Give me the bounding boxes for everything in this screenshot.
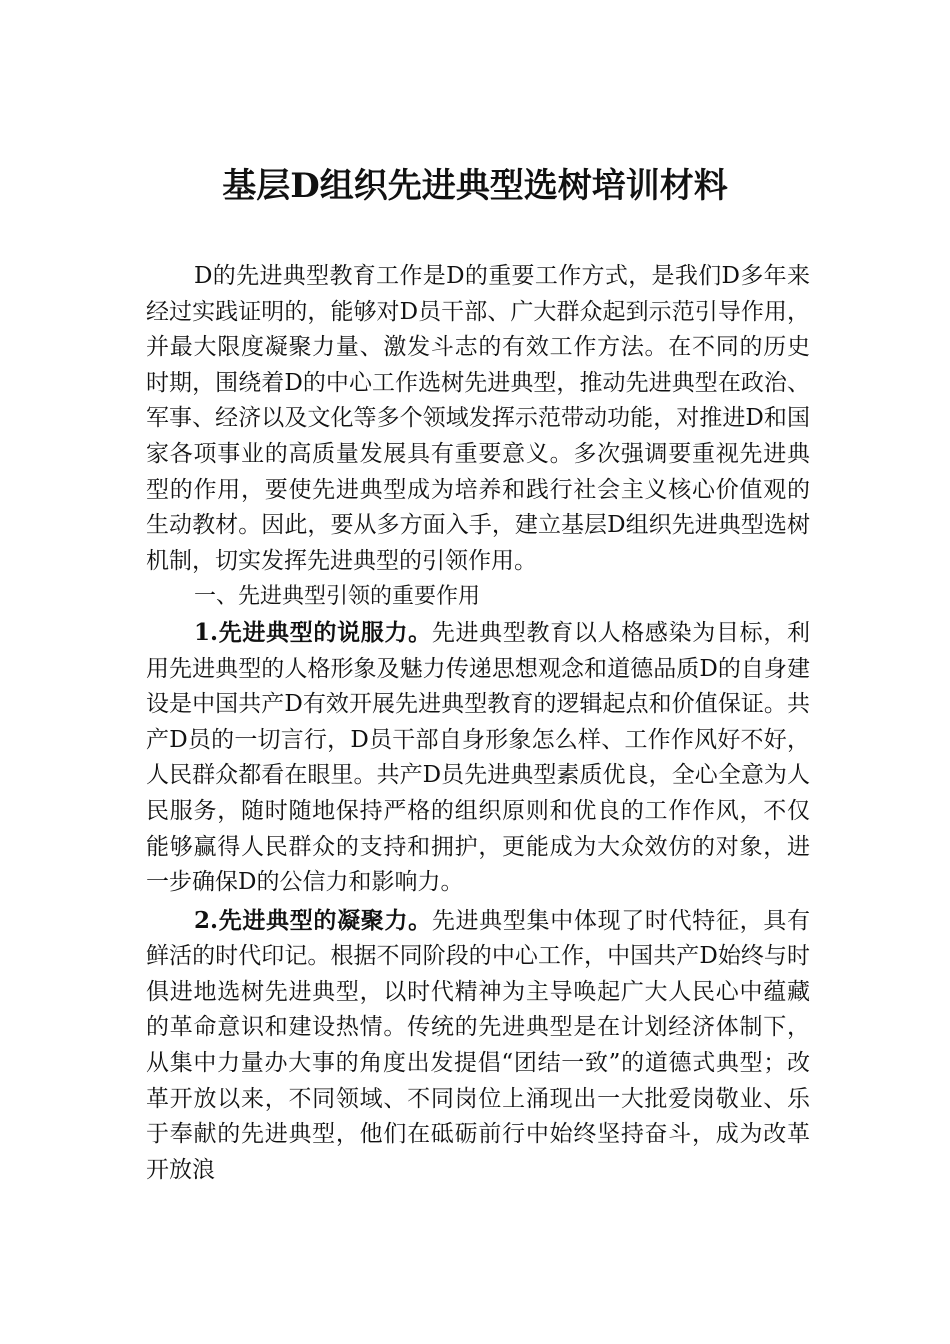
section-heading-text: 一、先进典型引领的重要作用 — [194, 584, 481, 610]
document-title: 基层D组织先进典型选树培训材料 — [222, 166, 728, 206]
paragraph-text: D的先进典型教育工作是D的重要工作方式，是我们D多年来经过实践证明的，能够对D员干部、广大群众起到示范引导作用，并最大限度凝聚力量、激发斗志的有效工作方法。在不同的历史时期，围绕着D的中心工作选树先进典型，推动先进典型在政治、军事、经济以及文化等多个领域发挥示范带动功能，对推进D和国家各项事业的高质量发展具有重要意义。多次强调要重视先进典型的作用，要使先进典型成为培养和践行社会主义核心价值观的生动教材。因此，要从多方面入手，建立基层D组织先进典型选树机制，切实发挥先进典型的引领作用。 — [146, 263, 810, 574]
paragraph-text: 先进典型教育以人格感染为目标，利用先进典型的人格形象及魅力传递思想观念和道德品质D的自身建设是中国共产D有效开展先进典型教育的逻辑起点和价值保证。共产D员的一切言行，D员干部自身形象怎么样、工作作风好不好，人民群众都看在眼里。共产D员先进典型素质优良，全心全意为人民服务，随时随地保持严格的组织原则和优良的工作作风，不仅能够赢得人民群众的支持和拥护，更能成为大众效仿的对象，进一步确保D的公信力和影响力。 — [146, 619, 811, 896]
paragraph-cohesion — [146, 903, 810, 1189]
paragraph-lead: 1.先进典型的说服力。 — [194, 618, 432, 646]
paragraph-lead: 2.先进典型的凝聚力。 — [194, 906, 432, 934]
paragraph-intro — [146, 258, 810, 579]
section-heading — [146, 579, 810, 615]
document-body — [146, 258, 810, 1188]
paragraph-persuasiveness — [146, 615, 810, 901]
paragraph-text: 先进典型集中体现了时代特征，具有鲜活的时代印记。根据不同阶段的中心工作，中国共产D始终与时俱进地选树先进典型，以时代精神为主导唤起广大人民心中蕴藏的革命意识和建设热情。传统的先进典型是在计划经济体制下，从集中力量办大事的角度出发提倡“团结一致”的道德式典型；改革开放以来，不同领域、不同岗位上涌现出一大批爱岗敬业、乐于奉献的先进典型，他们在砥砺前行中始终坚持奋斗，成为改革开放浪 — [146, 907, 811, 1183]
